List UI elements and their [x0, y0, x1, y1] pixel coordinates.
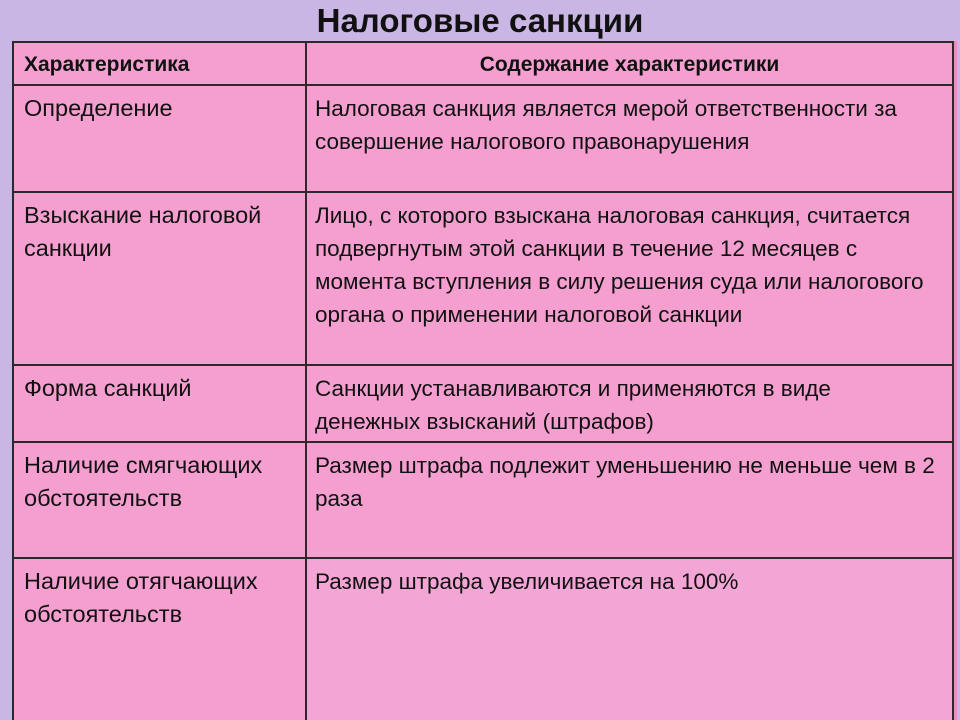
row-content: Размер штрафа увеличивается на 100% — [306, 558, 952, 720]
row-characteristic: Определение — [14, 85, 306, 192]
table-row — [14, 442, 952, 558]
table-row — [14, 558, 952, 720]
row-content: Размер штрафа подлежит уменьшению не меньше чем в 2 раза — [306, 442, 952, 558]
page-title: Налоговые санкции — [316, 2, 644, 39]
row-characteristic: Наличие отягчающих обстоятельств — [14, 558, 306, 720]
table-header-row — [14, 43, 952, 85]
row-characteristic: Взыскание налоговой санкции — [14, 192, 306, 365]
row-content: Лицо, с которого взыскана налоговая санкция, считается подвергнутым этой санкции в течение 12 месяцев с момента вступления в силу решения суда или налогового органа о применении налоговой санкции — [306, 192, 952, 365]
row-content: Санкции устанавливаются и применяются в виде денежных взысканий (штрафов) — [306, 365, 952, 442]
table-row — [14, 192, 952, 365]
table-row — [14, 365, 952, 442]
header-characteristic: Характеристика — [14, 43, 306, 85]
sanctions-table — [14, 43, 952, 720]
row-characteristic: Наличие смягчающих обстоятельств — [14, 442, 306, 558]
header-content: Содержание характеристики — [306, 43, 952, 85]
row-characteristic: Форма санкций — [14, 365, 306, 442]
sanctions-table-container — [12, 41, 954, 720]
table-row — [14, 85, 952, 192]
row-content: Налоговая санкция является мерой ответственности за совершение налогового правонарушения — [306, 85, 952, 192]
